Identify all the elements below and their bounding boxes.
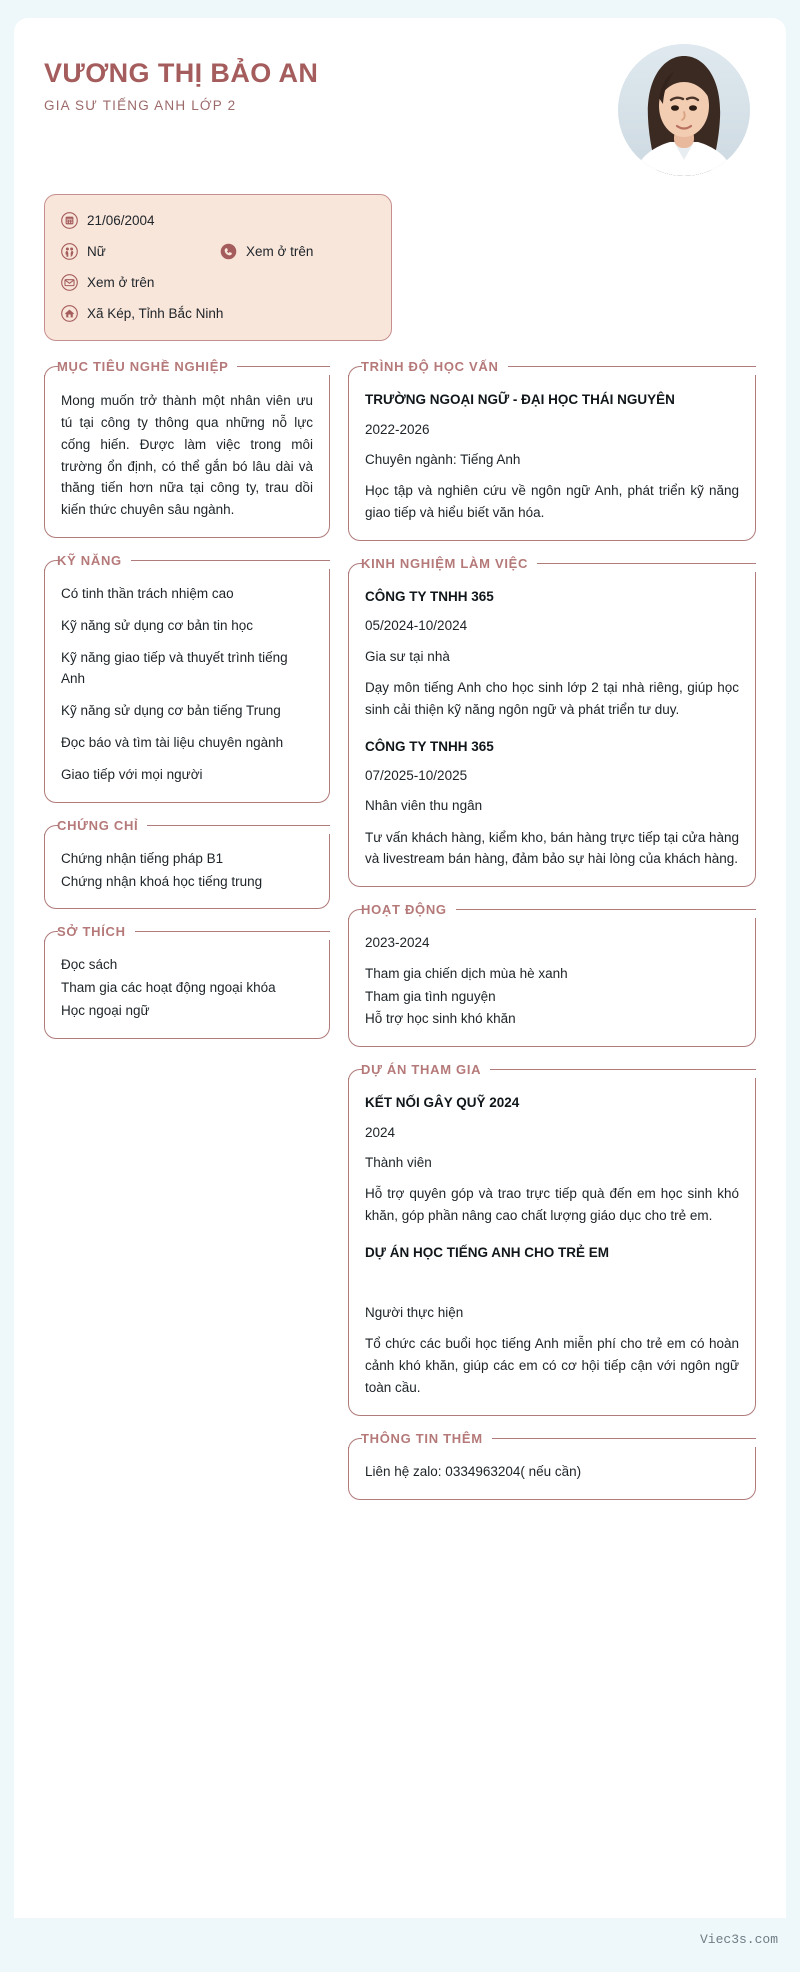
birthday-value: 21/06/2004: [87, 213, 155, 228]
experience-role: Nhân viên thu ngân: [365, 798, 483, 814]
school-name: TRƯỜNG NGOẠI NGỮ - ĐẠI HỌC THÁI NGUYÊN: [365, 392, 675, 407]
corner-stub: [348, 909, 362, 923]
section-certificates: [44, 816, 330, 910]
list-item: Kỹ năng giao tiếp và thuyết trình tiếng Anh: [61, 650, 288, 686]
address-value: Xã Kép, Tỉnh Bắc Ninh: [87, 306, 224, 321]
list-item: Kỹ năng sử dụng cơ bản tin học: [61, 618, 254, 634]
section-title: CHỨNG CHỈ: [57, 817, 139, 833]
section-body-objective: [44, 375, 330, 538]
list-item: Tham gia các hoạt động ngoại khóa: [61, 980, 276, 996]
section-rule: [490, 1069, 756, 1070]
activities-list: [365, 964, 739, 1031]
experience-description: Dạy môn tiếng Anh cho học sinh lớp 2 tại nhà riêng, giúp học sinh cải thiện kỹ năng ngôn ngữ và phát triển tư duy.: [365, 679, 739, 717]
experience-entry: [365, 737, 739, 871]
project-role: Thành viên: [365, 1155, 432, 1171]
project-period: [365, 1273, 739, 1293]
section-rule: [456, 909, 756, 910]
calendar-icon: [61, 212, 78, 229]
section-title: THÔNG TIN THÊM: [361, 1430, 483, 1446]
corner-stub: [348, 1438, 362, 1452]
project-description: Hỗ trợ quyên góp và trao trực tiếp quà đến em học sinh khó khăn, góp phần nâng cao chất lượng giáo dục cho trẻ em.: [365, 1186, 739, 1224]
contact-row-email: [61, 270, 375, 295]
section-header-certificates: [44, 816, 330, 835]
section-title: KINH NGHIỆM LÀM VIỆC: [361, 555, 529, 571]
section-additional-info: [348, 1429, 756, 1500]
education-period: 2022-2026: [365, 421, 430, 437]
project-description: Tổ chức các buổi học tiếng Anh miễn phí cho trẻ em có hoàn cảnh khó khăn, giúp các em có cơ hội tiếp cận với ngôn ngữ toàn cầu.: [365, 1336, 739, 1395]
corner-stub: [348, 366, 362, 380]
avatar: [618, 44, 750, 176]
left-column: [44, 357, 330, 1052]
section-title: MỤC TIÊU NGHỀ NGHIỆP: [57, 359, 229, 374]
job-title: GIA SƯ TIẾNG ANH LỚP 2: [44, 98, 237, 114]
list-item: Có tinh thần trách nhiệm cao: [61, 586, 234, 602]
section-title: DỰ ÁN THAM GIA: [361, 1062, 482, 1078]
project-entry: [365, 1243, 739, 1399]
corner-stub: [348, 1069, 362, 1083]
contact-info-box: [44, 194, 392, 341]
experience-role: Gia sư tại nhà: [365, 648, 450, 664]
education-major: Chuyên ngành: Tiếng Anh: [365, 451, 521, 467]
contact-item-phone: [220, 243, 313, 260]
section-body-skills: [44, 569, 330, 802]
list-item: Chứng nhận tiếng pháp B1: [61, 850, 224, 866]
section-body-hobbies: [44, 940, 330, 1039]
section-hobbies: [44, 922, 330, 1039]
experience-entry: [365, 587, 739, 721]
section-skills: [44, 551, 330, 802]
section-experience: [348, 554, 756, 888]
cv-sheet: [14, 18, 786, 1918]
footer-brand: Viec3s.com: [699, 1932, 778, 1947]
corner-stub: [44, 366, 58, 380]
section-body-experience: [348, 572, 756, 888]
company-name: CÔNG TY TNHH 365: [365, 738, 494, 754]
section-activities: [348, 900, 756, 1047]
email-icon: [61, 274, 78, 291]
footer: [14, 1918, 786, 1962]
section-body-education: [348, 375, 756, 541]
project-name: DỰ ÁN HỌC TIẾNG ANH CHO TRẺ EM: [365, 1245, 609, 1261]
list-item: Tham gia tình nguyện: [365, 988, 496, 1004]
section-rule: [508, 366, 756, 367]
section-objective: [44, 357, 330, 538]
right-column: [348, 357, 756, 1513]
list-item: Chứng nhận khoá học tiếng trung: [61, 873, 263, 889]
additional-info-text: Liên hệ zalo: 0334963204( nếu cần): [365, 1463, 582, 1479]
phone-icon: [220, 243, 237, 260]
section-header-education: [348, 357, 756, 376]
project-period: 2024: [365, 1124, 396, 1140]
section-header-projects: [348, 1060, 756, 1079]
corner-stub: [348, 563, 362, 577]
experience-description: Tư vấn khách hàng, kiểm kho, bán hàng trực tiếp tại cửa hàng và livestream bán hàng, đảm bảo sự hài lòng của khách hàng.: [365, 829, 739, 867]
contact-row-address: [61, 301, 375, 326]
contact-item-gender: [61, 243, 211, 260]
corner-stub: [44, 560, 58, 574]
list-item: Hỗ trợ học sinh khó khăn: [365, 1011, 516, 1027]
education-entry: [365, 390, 739, 524]
section-rule: [135, 931, 330, 932]
section-header-hobbies: [44, 922, 330, 941]
section-header-additional-info: [348, 1429, 756, 1448]
experience-period: 05/2024-10/2024: [365, 618, 468, 634]
list-item: Đọc sách: [61, 957, 118, 973]
section-rule: [492, 1438, 756, 1439]
list-item: Tham gia chiến dịch mùa hè xanh: [365, 965, 568, 981]
home-icon: [61, 305, 78, 322]
section-header-activities: [348, 900, 756, 919]
section-projects: [348, 1060, 756, 1415]
experience-period: 07/2025-10/2025: [365, 768, 468, 784]
header-text-block: [44, 44, 600, 113]
gender-icon: [61, 243, 78, 260]
section-header-experience: [348, 554, 756, 573]
section-title: KỸ NĂNG: [57, 553, 122, 569]
education-description: Học tập và nghiên cứu về ngôn ngữ Anh, phát triển kỹ năng giao tiếp và hiểu biết văn hóa.: [365, 483, 739, 520]
section-body-projects: [348, 1078, 756, 1415]
page-title: VƯƠNG THỊ BẢO AN: [44, 58, 319, 88]
phone-value: Xem ở trên: [246, 244, 314, 259]
section-header-skills: [44, 551, 330, 570]
section-rule: [237, 366, 330, 367]
section-body-activities: [348, 918, 756, 1047]
list-item: Đọc báo và tìm tài liệu chuyên ngành: [61, 734, 284, 750]
section-header-objective: [44, 357, 330, 376]
list-item: Kỹ năng sử dụng cơ bản tiếng Trung: [61, 702, 281, 718]
corner-stub: [44, 931, 58, 945]
objective-text: Mong muốn trở thành một nhân viên ưu tú tại công ty thông qua những nỗ lực cống hiến. Được làm việc trong môi trường ổn định, có thể gắn bó lâu dài và thăng tiến hơn nữa tại công ty, trau dồi kiến thức chuyên sâu ngành.: [61, 393, 313, 518]
section-title: HOẠT ĐỘNG: [361, 902, 447, 918]
section-education: [348, 357, 756, 541]
contact-row-gender-phone: [61, 239, 375, 264]
list-item: Giao tiếp với mọi người: [61, 766, 203, 782]
project-name: KẾT NỐI GÂY QUỸ 2024: [365, 1095, 520, 1111]
project-role: Người thực hiện: [365, 1304, 464, 1320]
email-value: Xem ở trên: [87, 275, 155, 290]
section-rule: [537, 563, 756, 564]
section-title: SỞ THÍCH: [57, 924, 126, 940]
content-columns: [44, 357, 756, 1513]
section-title: TRÌNH ĐỘ HỌC VẤN: [361, 359, 499, 374]
list-item: Học ngoại ngữ: [61, 1003, 150, 1019]
section-rule: [147, 825, 330, 826]
corner-stub: [44, 825, 58, 839]
company-name: CÔNG TY TNHH 365: [365, 588, 494, 604]
cv-header: [44, 44, 756, 176]
activities-period: 2023-2024: [365, 935, 430, 951]
project-entry: [365, 1093, 739, 1227]
section-rule: [131, 560, 330, 561]
section-body-additional-info: [348, 1447, 756, 1500]
gender-value: Nữ: [87, 244, 106, 259]
section-body-certificates: [44, 834, 330, 910]
contact-row-birthday: [61, 208, 375, 233]
